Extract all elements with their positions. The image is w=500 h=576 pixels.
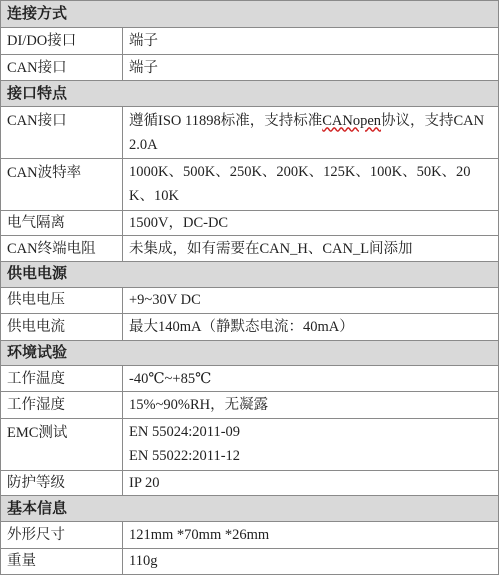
table-row bbox=[1, 418, 499, 470]
row-value-text: 协议，支持CAN2.0A bbox=[129, 112, 485, 153]
row-label: CAN接口 bbox=[1, 54, 123, 81]
section-header-power bbox=[1, 262, 499, 288]
section-title: 接口特点 bbox=[1, 81, 499, 107]
row-value: 1500V，DC-DC bbox=[123, 210, 499, 236]
table-row bbox=[1, 210, 499, 236]
section-title: 连接方式 bbox=[1, 1, 499, 28]
section-header-basic-info bbox=[1, 496, 499, 522]
table-row bbox=[1, 107, 499, 159]
row-value: IP 20 bbox=[123, 470, 499, 496]
table-row bbox=[1, 158, 499, 210]
section-header-interface bbox=[1, 81, 499, 107]
row-label: 供电电压 bbox=[1, 287, 123, 313]
table-row bbox=[1, 287, 499, 313]
row-value: 121mm *70mm *26mm bbox=[123, 522, 499, 549]
row-label: DI/DO接口 bbox=[1, 27, 123, 54]
section-header-connection bbox=[1, 1, 499, 28]
row-value-text: 遵循ISO 11898标准，支持标准 bbox=[129, 112, 323, 129]
row-value: +9~30V DC bbox=[123, 287, 499, 313]
row-value-line: EN 55024:2011-09 bbox=[129, 424, 241, 441]
row-label: EMC测试 bbox=[1, 418, 123, 470]
row-label: 供电电流 bbox=[1, 313, 123, 340]
row-label: CAN波特率 bbox=[1, 158, 123, 210]
table-row bbox=[1, 313, 499, 340]
table-row bbox=[1, 54, 499, 81]
row-label: CAN终端电阻 bbox=[1, 236, 123, 262]
row-value: 端子 bbox=[123, 27, 499, 54]
table-row bbox=[1, 548, 499, 574]
table-row bbox=[1, 470, 499, 496]
row-value: 110g bbox=[123, 548, 499, 574]
row-value: 1000K、500K、250K、200K、125K、100K、50K、20K、10K bbox=[123, 158, 499, 210]
row-label: 工作湿度 bbox=[1, 392, 123, 419]
row-value bbox=[123, 418, 499, 470]
row-label: CAN接口 bbox=[1, 107, 123, 159]
row-label: 工作温度 bbox=[1, 366, 123, 392]
row-value: 最大140mA（静默态电流：40mA） bbox=[123, 313, 499, 340]
spellcheck-word: CANopen bbox=[322, 112, 382, 129]
row-label: 重量 bbox=[1, 548, 123, 574]
row-value: -40℃~+85℃ bbox=[123, 366, 499, 392]
table-row bbox=[1, 522, 499, 549]
table-row bbox=[1, 392, 499, 419]
table-row bbox=[1, 27, 499, 54]
row-value: 端子 bbox=[123, 54, 499, 81]
row-value: 15%~90%RH，无凝露 bbox=[123, 392, 499, 419]
table-row bbox=[1, 236, 499, 262]
row-label: 防护等级 bbox=[1, 470, 123, 496]
section-title: 环境试验 bbox=[1, 340, 499, 366]
row-value: 未集成，如有需要在CAN_H、CAN_L间添加 bbox=[123, 236, 499, 262]
row-label: 外形尺寸 bbox=[1, 522, 123, 549]
section-title: 供电电源 bbox=[1, 262, 499, 288]
row-label: 电气隔离 bbox=[1, 210, 123, 236]
table-row bbox=[1, 366, 499, 392]
row-value bbox=[123, 107, 499, 159]
section-header-environment bbox=[1, 340, 499, 366]
row-value-line: EN 55022:2011-12 bbox=[129, 448, 241, 465]
section-title: 基本信息 bbox=[1, 496, 499, 522]
